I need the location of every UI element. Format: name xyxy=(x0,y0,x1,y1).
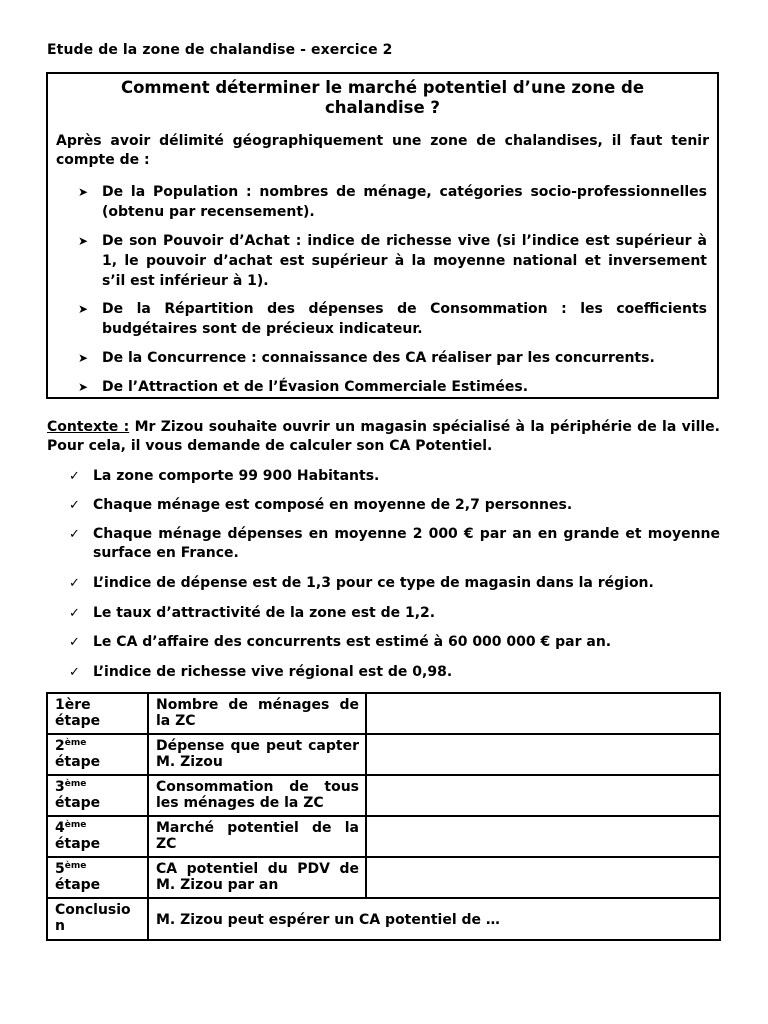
list-item-text: De la Répartition des dépenses de Consommation : les coefficients budgétaires sont de précieux indicateur. xyxy=(102,301,707,337)
box-intro: Après avoir délimité géographiquement une zone de chalandises, il faut tenir compte de : xyxy=(56,133,709,168)
list-item-text: Le taux d’attractivité de la zone est de 1,2. xyxy=(93,605,436,621)
context-paragraph xyxy=(47,418,720,456)
checkmark-bullet-icon: ✓ xyxy=(69,635,80,650)
answer-cell[interactable] xyxy=(366,734,720,775)
list-item-text: De la Population : nombres de ménage, catégories socio-professionnelles (obtenu par recensement). xyxy=(102,184,707,220)
checkmark-bullet-icon: ✓ xyxy=(69,665,80,680)
table-row xyxy=(47,816,720,857)
list-item-text: Chaque ménage est composé en moyenne de 2,7 personnes. xyxy=(93,497,573,513)
arrowhead-bullet-icon: ➤ xyxy=(78,185,89,199)
arrowhead-bullet-icon: ➤ xyxy=(78,234,89,248)
list-item-text: De la Concurrence : connaissance des CA réaliser par les concurrents. xyxy=(102,350,655,366)
table-row xyxy=(47,734,720,775)
answer-cell[interactable] xyxy=(366,775,720,816)
answer-cell[interactable] xyxy=(366,857,720,898)
list-item-text: De l’Attraction et de l’Évasion Commerciale Estimées. xyxy=(102,379,529,395)
context-text: Mr Zizou souhaite ouvrir un magasin spécialisé à la périphérie de la ville. Pour cela, il vous demande de calculer son CA Potentiel. xyxy=(47,419,720,454)
step-label-cell: 2ème étape xyxy=(47,734,148,775)
step-label-cell: 4ème étape xyxy=(47,816,148,857)
list-item-text: Le CA d’affaire des concurrents est estimé à 60 000 000 € par an. xyxy=(93,634,612,650)
checkmark-bullet-icon: ✓ xyxy=(69,606,80,621)
checkmark-bullet-icon: ✓ xyxy=(69,576,80,591)
table-row xyxy=(47,693,720,734)
step-description-cell: Marché potentiel de la ZC xyxy=(148,816,366,857)
page-heading: Etude de la zone de chalandise - exercice 2 xyxy=(47,42,393,58)
answer-cell[interactable] xyxy=(366,816,720,857)
checkmark-bullet-icon: ✓ xyxy=(69,498,80,513)
step-description-cell: Nombre de ménages de la ZC xyxy=(148,693,366,734)
step-description-cell: CA potentiel du PDV de M. Zizou par an xyxy=(148,857,366,898)
context-label: Contexte : xyxy=(47,419,130,435)
arrowhead-bullet-icon: ➤ xyxy=(78,380,89,394)
table-row xyxy=(47,775,720,816)
step-description-cell: Dépense que peut capter M. Zizou xyxy=(148,734,366,775)
info-box xyxy=(46,72,719,399)
step-label-cell: 5ème étape xyxy=(47,857,148,898)
step-label-cell: 1ère étape xyxy=(47,693,148,734)
list-item-text: L’indice de dépense est de 1,3 pour ce type de magasin dans la région. xyxy=(93,575,654,591)
conclusion-text-cell: M. Zizou peut espérer un CA potentiel de … xyxy=(148,898,720,940)
conclusion-row xyxy=(47,898,720,940)
list-item-text: La zone comporte 99 900 Habitants. xyxy=(93,468,380,484)
step-label-cell: 3ème étape xyxy=(47,775,148,816)
checkmark-bullet-icon: ✓ xyxy=(69,469,80,484)
table-row xyxy=(47,857,720,898)
box-title: Comment déterminer le marché potentiel d’une zone de chalandise ? xyxy=(120,78,645,117)
step-description-cell: Consommation de tous les ménages de la ZC xyxy=(148,775,366,816)
answer-cell[interactable] xyxy=(366,693,720,734)
arrowhead-bullet-icon: ➤ xyxy=(78,351,89,365)
conclusion-label-cell: Conclusio n xyxy=(47,898,148,940)
list-item-text: Chaque ménage dépenses en moyenne 2 000 € par an en grande et moyenne surface en France. xyxy=(93,526,720,561)
list-item-text: L’indice de richesse vive régional est de 0,98. xyxy=(93,664,453,680)
arrowhead-bullet-icon: ➤ xyxy=(78,302,89,316)
steps-table xyxy=(46,692,721,941)
list-item-text: De son Pouvoir d’Achat : indice de richesse vive (si l’indice est supérieur à 1, le pouvoir d’achat est supérieur à la moyenne national et inversement s’il est inférieur à 1). xyxy=(102,233,707,289)
checkmark-bullet-icon: ✓ xyxy=(69,527,80,542)
